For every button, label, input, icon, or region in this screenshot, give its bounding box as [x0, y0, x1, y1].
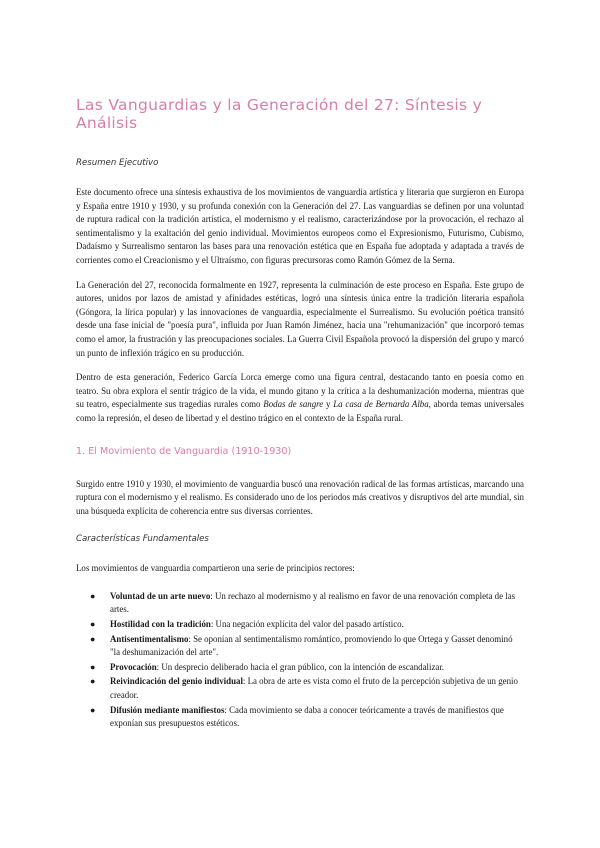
section-1-title: 1. El Movimiento de Vanguardia (1910-1930): [76, 445, 292, 457]
list-item-term: Difusión mediante manifiestos: [110, 704, 225, 715]
summary-paragraph-2: La Generación del 27, reconocida formalmente en 1927, representa la culminación de este proceso en España. Este grupo de autores, unidos por lazos de amistad y afinidades estéticas, logró una síntesis única entre la tradición literaria española (Góngora, la lírica popular) y las innovaciones de vanguardia, especialmente el Surrealismo. Su evolución poética transitó desde una fase inicial de "poesía pura", influida por Juan Ramón Jiménez, hacia una "rehumanización" que incorporó temas como el amor, la frustración y las preocupaciones sociales. La Guerra Civil Española provocó la dispersión del grupo y marcó un punto de inflexión trágico en su producción.: [76, 279, 524, 358]
work-title-bernarda: La casa de Bernarda Alba: [333, 399, 429, 410]
summary-paragraph-1: Este documento ofrece una síntesis exhaustiva de los movimientos de vanguardia artística y literaria que surgieron en Europa y España entre 1910 y 1930, y su profunda conexión con la Generación del 27. Las vanguardias se definen por una voluntad de ruptura radical con la tradición artística, el modernismo y el realismo, caracterizándose por la provocación, el rechazo al sentimentalismo y la exaltación del genio individual. Movimientos europeos como el Expresionismo, Futurismo, Cubismo, Dadaísmo y Surrealismo sentaron las bases para una renovación estética que en España fue adoptada y adaptada a través de corrientes como el Creacionismo y el Ultraísmo, con figuras precursoras como Ramón Gómez de la Serna.: [76, 187, 524, 265]
list-item-text: : Una negación explícita del valor del pasado artístico.: [210, 619, 404, 630]
list-item-term: Antisentimentalismo: [110, 633, 189, 644]
list-item-text: : Un desprecio deliberado hacia el gran público, con la intención de escandalizar.: [156, 661, 445, 672]
list-item: [76, 590, 524, 617]
bullet-icon: ●: [90, 619, 96, 630]
characteristics-intro: Los movimientos de vanguardia compartieron una serie de principios rectores:: [76, 563, 355, 574]
list-item: [76, 633, 524, 660]
summary-p3-text-b: y: [323, 399, 334, 410]
bullet-icon: ●: [90, 676, 96, 687]
bullet-icon: ●: [90, 661, 96, 672]
list-item-text: : Cada movimiento se daba a conocer teóricamente a través de manifiestos que exponían sus presupuestos estéticos.: [110, 704, 504, 729]
list-item-text: : Un rechazo al modernismo y al realismo en favor de una renovación completa de las artes.: [110, 590, 516, 615]
summary-heading: Resumen Ejecutivo: [76, 158, 159, 168]
summary-p3-text-a: Dentro de esta generación, Federico García Lorca emerge como una figura central, destacando tanto en poesía como en teatro. Su obra explora el sentir trágico de la vida, el mundo gitano y la crítica a la deshumanización moderna, mientras que su teatro, especialmente sus tragedias rurales como: [76, 372, 524, 410]
list-item-term: Voluntad de un arte nuevo: [110, 590, 211, 601]
characteristics-heading: Características Fundamentales: [76, 534, 209, 545]
list-item-term: Provocación: [110, 661, 157, 672]
list-item-text: : Se oponían al sentimentalismo romántico, promoviendo lo que Ortega y Gasset denominó "la deshumanización del arte".: [110, 633, 513, 658]
bullet-icon: ●: [90, 633, 96, 644]
characteristics-list: [76, 590, 524, 731]
list-item: [76, 675, 524, 702]
list-item-term: Reivindicación del genio individual: [110, 676, 243, 687]
bullet-icon: ●: [90, 704, 96, 715]
bullet-icon: ●: [90, 590, 96, 601]
list-item-text: : La obra de arte es vista como el fruto de la percepción subjetiva de un genio creador.: [110, 676, 518, 701]
list-item: [76, 618, 524, 632]
list-item: [76, 704, 524, 731]
work-title-bodas: Bodas de sangre: [263, 399, 324, 410]
document-title: Las Vanguardias y la Generación del 27: Síntesis y Análisis: [76, 96, 483, 132]
summary-paragraph-3: [76, 371, 524, 425]
list-item: [76, 661, 524, 675]
summary-p3-text-c: , aborda temas universales como la represión, el deseo de libertad y el destino trágico en el contexto de la España rural.: [76, 399, 524, 423]
list-item-term: Hostilidad con la tradición: [110, 619, 211, 630]
section-1-paragraph: Surgido entre 1910 y 1930, el movimiento de vanguardia buscó una renovación radical de las formas artísticas, marcando una ruptura con el modernismo y el realismo. Es considerado uno de los periodos más creativos y disruptivos del arte mundial, sin una búsqueda explícita de coherencia entre sus diversas corrientes.: [76, 478, 524, 516]
